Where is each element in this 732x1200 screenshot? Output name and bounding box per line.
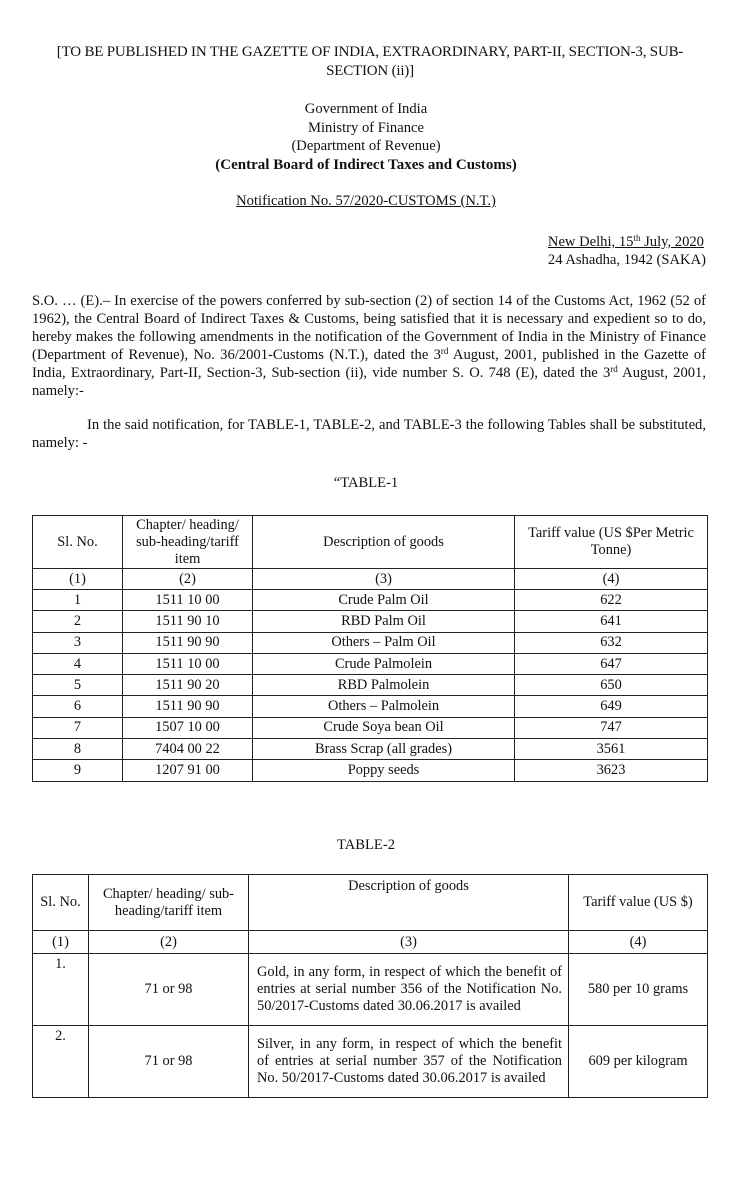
tariff-value: 641 xyxy=(515,611,708,632)
tariff-item: 7404 00 22 xyxy=(123,739,253,760)
tariff-item: 1511 90 20 xyxy=(123,675,253,696)
tariff-value: 650 xyxy=(515,675,708,696)
serial-number: 3 xyxy=(33,632,123,653)
table-row xyxy=(33,675,708,696)
tariff-value: 609 per kilogram xyxy=(569,1026,708,1098)
tariff-value: 647 xyxy=(515,653,708,674)
date-prefix: New Delhi, 15 xyxy=(547,234,634,250)
goods-description: Others – Palm Oil xyxy=(253,632,515,653)
column-number: (2) xyxy=(123,569,253,590)
column-number: (1) xyxy=(33,569,123,590)
column-number: (3) xyxy=(253,569,515,590)
table1-header-tariff: Tariff value (US $Per Metric Tonne) xyxy=(515,516,708,569)
board-line: (Central Board of Indirect Taxes and Customs) xyxy=(215,156,517,173)
table-row xyxy=(33,696,708,717)
preamble-text-1: S.O. … (E).– In exercise of the powers conferred by sub-section (2) of section 14 of the Customs Act, 1962 (52 of 1962), the Central Board of Indirect Taxes & Customs, being satisfied that it is necessary and expedient so to do, hereby makes the following amendments in the notification of the Government of India in the Ministry of Finance (Department of Revenue), No. 36/2001-Customs (N.T.), dated the 3 xyxy=(32,293,706,363)
table2-title: TABLE-2 xyxy=(336,837,395,853)
table1-title: “TABLE-1 xyxy=(333,475,399,491)
tariff-item: 1511 10 00 xyxy=(123,653,253,674)
serial-number: 6 xyxy=(33,696,123,717)
issuing-authority xyxy=(0,100,732,174)
goods-description: RBD Palmolein xyxy=(253,675,515,696)
table-row xyxy=(33,739,708,760)
table2 xyxy=(32,874,708,1098)
tariff-item: 71 or 98 xyxy=(89,954,249,1026)
column-number: (3) xyxy=(249,931,569,954)
tariff-item: 1511 90 10 xyxy=(123,611,253,632)
goods-description: Crude Soya bean Oil xyxy=(253,717,515,738)
serial-number: 7 xyxy=(33,717,123,738)
table-row xyxy=(33,632,708,653)
saka-date: 24 Ashadha, 1942 (SAKA) xyxy=(547,252,706,268)
date-block xyxy=(548,233,706,269)
table-row xyxy=(33,590,708,611)
column-number: (2) xyxy=(89,931,249,954)
tariff-item: 1511 10 00 xyxy=(123,590,253,611)
goods-description: Crude Palmolein xyxy=(253,653,515,674)
serial-number: 2 xyxy=(33,611,123,632)
table2-header-chapter: Chapter/ heading/ sub-heading/tariff item xyxy=(89,875,249,931)
tariff-value: 649 xyxy=(515,696,708,717)
table2-header-row xyxy=(33,875,708,931)
serial-number: 1 xyxy=(33,590,123,611)
date-ordinal: th xyxy=(633,233,641,243)
ministry-line: Ministry of Finance xyxy=(308,119,424,136)
preamble-text-3: August, 2001, namely:- xyxy=(32,365,707,399)
table-row xyxy=(33,1026,708,1098)
table1-header-sl: Sl. No. xyxy=(33,516,123,569)
serial-number: 1. xyxy=(33,954,89,1026)
tariff-value: 622 xyxy=(515,590,708,611)
column-number: (4) xyxy=(569,931,708,954)
serial-number: 4 xyxy=(33,653,123,674)
department-line: (Department of Revenue) xyxy=(291,138,441,154)
tariff-item: 1511 90 90 xyxy=(123,632,253,653)
gazette-header: [TO BE PUBLISHED IN THE GAZETTE OF INDIA, EXTRAORDINARY, PART-II, SECTION-3, SUB-SECTION (ii)] xyxy=(56,44,684,79)
tariff-value: 632 xyxy=(515,632,708,653)
ordinal-sup: rd xyxy=(610,364,618,374)
goods-description: Others – Palmolein xyxy=(253,696,515,717)
table-row xyxy=(33,954,708,1026)
preamble-paragraph xyxy=(32,292,706,400)
notification-number: Notification No. 57/2020-CUSTOMS (N.T.) xyxy=(236,193,496,209)
tariff-value: 3561 xyxy=(515,739,708,760)
table1 xyxy=(32,515,708,782)
substitution-paragraph: In the said notification, for TABLE-1, TABLE-2, and TABLE-3 the following Tables shall be substituted, namely: - xyxy=(32,417,706,451)
table1-header-row xyxy=(33,516,708,569)
table2-header-description: Description of goods xyxy=(249,875,569,931)
column-number: (1) xyxy=(33,931,89,954)
preamble-text-2: August, 2001, published in the Gazette of India, Extraordinary, Part-II, Section-3, Sub-section (ii), vide number S. O. 748 (E), dated the 3 xyxy=(32,347,706,381)
goods-description: RBD Palm Oil xyxy=(253,611,515,632)
date-suffix: July, 2020 xyxy=(640,234,704,250)
tariff-item: 1207 91 00 xyxy=(123,760,253,781)
table2-header-tariff: Tariff value (US $) xyxy=(569,875,708,931)
goods-description: Gold, in any form, in respect of which the benefit of entries at serial number 356 of the Notification No. 50/2017-Customs dated 30.06.2017 is availed xyxy=(249,954,569,1026)
table-row xyxy=(33,717,708,738)
table2-column-number-row xyxy=(33,931,708,954)
table2-header-sl: Sl. No. xyxy=(33,875,89,931)
place-and-date xyxy=(548,233,706,251)
table-row xyxy=(33,760,708,781)
serial-number: 2. xyxy=(33,1026,89,1098)
table-row xyxy=(33,611,708,632)
goods-description: Brass Scrap (all grades) xyxy=(253,739,515,760)
ordinal-sup: rd xyxy=(440,346,449,356)
goods-description: Crude Palm Oil xyxy=(253,590,515,611)
tariff-value: 3623 xyxy=(515,760,708,781)
table1-column-number-row xyxy=(33,569,708,590)
column-number: (4) xyxy=(515,569,708,590)
tariff-item: 71 or 98 xyxy=(89,1026,249,1098)
serial-number: 8 xyxy=(33,739,123,760)
serial-number: 9 xyxy=(33,760,123,781)
tariff-item: 1507 10 00 xyxy=(123,717,253,738)
table1-header-chapter: Chapter/ heading/ sub-heading/tariff item xyxy=(123,516,253,569)
table-row xyxy=(33,653,708,674)
government-line: Government of India xyxy=(304,101,428,117)
tariff-item: 1511 90 90 xyxy=(123,696,253,717)
tariff-value: 580 per 10 grams xyxy=(569,954,708,1026)
table1-header-description: Description of goods xyxy=(253,516,515,569)
tariff-value: 747 xyxy=(515,717,708,738)
serial-number: 5 xyxy=(33,675,123,696)
goods-description: Silver, in any form, in respect of which the benefit of entries at serial number 357 of the Notification No. 50/2017-Customs dated 30.06.2017 is availed xyxy=(249,1026,569,1098)
goods-description: Poppy seeds xyxy=(253,760,515,781)
